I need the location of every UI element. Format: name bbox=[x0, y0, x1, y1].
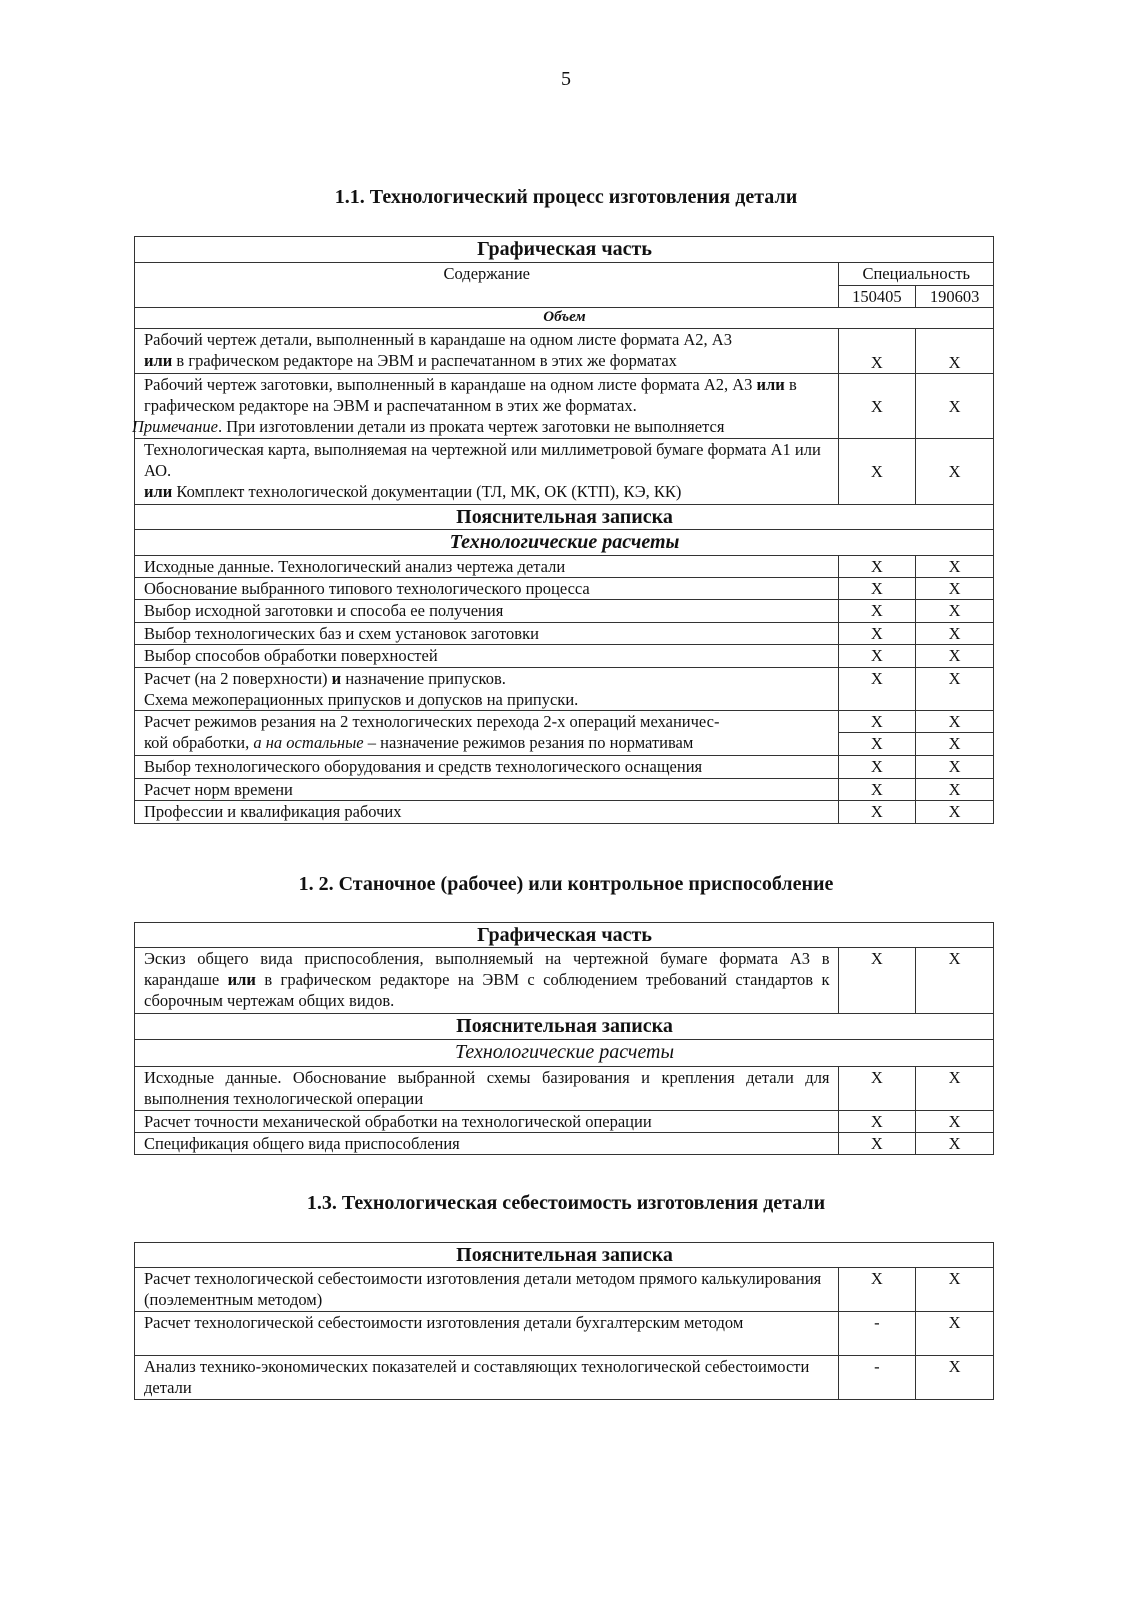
graphic-row-text: Рабочий чертеж детали, выполненный в карандаше на одном листе формата А2, А3 bbox=[144, 330, 732, 349]
graphic-row bbox=[135, 439, 839, 505]
section3-title: 1.3. Технологическая себестоимость изготовления детали bbox=[306, 1192, 826, 1214]
mark-150405: Х bbox=[838, 1067, 916, 1111]
tail-row-text: Расчет норм времени bbox=[135, 779, 839, 801]
mark-150405: - bbox=[838, 1312, 916, 1356]
mark-190603: Х bbox=[916, 1111, 994, 1133]
mark-190603: Х bbox=[916, 1067, 994, 1111]
graphic-row-text: Комплект технологической документации (ТЛ, МК, ОК (КТП), КЭ, КК) bbox=[172, 482, 682, 501]
mark-150405: Х bbox=[838, 600, 916, 623]
specialty-code-2: 190603 bbox=[916, 286, 994, 308]
graphic-row-text: в графическом редакторе на ЭВМ и распечатанном в этих же форматах bbox=[172, 351, 677, 370]
section1-title: 1.1. Технологический процесс изготовления детали bbox=[334, 186, 798, 208]
page-number: 5 bbox=[561, 68, 571, 90]
mark-190603: Х bbox=[916, 801, 994, 824]
explanatory-note-header: Пояснительная записка bbox=[135, 505, 994, 530]
allowance-text: назначение припусков. bbox=[341, 669, 506, 688]
mark-150405: Х bbox=[838, 374, 916, 439]
calc-row-text: Выбор исходной заготовки и способа ее получения bbox=[135, 600, 839, 623]
section3-table bbox=[134, 1242, 994, 1400]
mark-190603: Х bbox=[916, 1356, 994, 1400]
section1-table bbox=[134, 236, 994, 824]
note-label: Примечание bbox=[132, 417, 218, 436]
sketch-text: в графическом редакторе на ЭВМ с соблюдением требований стандартов к сборочным чертежам общих видов. bbox=[144, 970, 830, 1010]
mark-150405: Х bbox=[838, 948, 916, 1014]
calc-row-text: Выбор способов обработки поверхностей bbox=[135, 645, 839, 668]
or-word: или bbox=[756, 375, 785, 394]
and-word: и bbox=[331, 669, 342, 688]
calculations-header: Технологические расчеты bbox=[135, 530, 994, 556]
graphic-row bbox=[135, 329, 839, 374]
sketch-text: Эскиз общего вида приспособления, выполняемый на чертежной бумаге формата А3 в карандаше bbox=[144, 949, 830, 989]
mark-150405: Х bbox=[838, 556, 916, 578]
mark-150405: Х bbox=[838, 711, 916, 733]
cost-row-text: Расчет технологической себестоимости изготовления детали методом прямого калькулирования (поэлементным методом) bbox=[135, 1268, 839, 1312]
calc-row-text: Исходные данные. Технологический анализ чертежа детали bbox=[135, 556, 839, 578]
specialty-header: Специальность bbox=[838, 263, 993, 286]
mark-190603: Х bbox=[916, 779, 994, 801]
cost-row-text: Расчет технологической себестоимости изготовления детали бухгалтерским методом bbox=[135, 1312, 839, 1356]
or-word: или bbox=[144, 482, 173, 501]
mark-190603: Х bbox=[916, 578, 994, 600]
tail-row-text: Профессии и квалификация рабочих bbox=[135, 801, 839, 824]
mark-150405: Х bbox=[838, 623, 916, 645]
mark-150405: Х bbox=[838, 578, 916, 600]
mark-190603: Х bbox=[916, 600, 994, 623]
explanatory-note-header: Пояснительная записка bbox=[135, 1243, 994, 1268]
cutting-row bbox=[135, 711, 839, 756]
mark-190603: Х bbox=[916, 329, 994, 374]
mark-190603: Х bbox=[916, 1268, 994, 1312]
mark-190603: Х bbox=[916, 948, 994, 1014]
mark-190603: Х bbox=[916, 733, 994, 756]
cost-row-text: Анализ технико-экономических показателей и составляющих технологической себестоимости детали bbox=[135, 1356, 839, 1400]
mark-150405: Х bbox=[838, 801, 916, 824]
fixture-row-text: Спецификация общего вида приспособления bbox=[135, 1133, 839, 1155]
allowance-text: Расчет (на 2 поверхности) bbox=[144, 669, 332, 688]
calc-row-text: Выбор технологических баз и схем установок заготовки bbox=[135, 623, 839, 645]
mark-190603: Х bbox=[916, 711, 994, 733]
cutting-text: – назначение режимов резания по нормативам bbox=[363, 733, 694, 752]
mark-190603: Х bbox=[916, 756, 994, 779]
mark-150405: Х bbox=[838, 733, 916, 756]
cutting-text: Расчет режимов резания на 2 технологических перехода 2-х операций механичес- bbox=[144, 712, 720, 731]
explanatory-note-header: Пояснительная записка bbox=[135, 1014, 994, 1040]
tail-row-text: Выбор технологического оборудования и средств технологического оснащения bbox=[135, 756, 839, 779]
allowance-row bbox=[135, 668, 839, 711]
mark-150405: Х bbox=[838, 439, 916, 505]
cutting-italic-text: а на остальные bbox=[253, 733, 364, 752]
section2-title: 1. 2. Станочное (рабочее) или контрольное приспособление bbox=[298, 873, 834, 895]
specialty-code-1: 150405 bbox=[838, 286, 916, 308]
calc-row-text: Обоснование выбранного типового технологического процесса bbox=[135, 578, 839, 600]
sketch-row bbox=[135, 948, 839, 1014]
mark-150405: Х bbox=[838, 1133, 916, 1155]
graphic-row-text: Рабочий чертеж заготовки, выполненный в карандаше на одном листе формата А2, А3 bbox=[144, 375, 757, 394]
mark-150405: Х bbox=[838, 668, 916, 711]
mark-190603: Х bbox=[916, 556, 994, 578]
fixture-row-text: Исходные данные. Обоснование выбранной схемы базирования и крепления детали для выполнения технологической операции bbox=[135, 1067, 839, 1111]
cutting-text: кой обработки, bbox=[144, 733, 254, 752]
graphic-row bbox=[132, 374, 839, 439]
mark-150405: Х bbox=[838, 1111, 916, 1133]
graphic-part-header: Графическая часть bbox=[135, 923, 994, 948]
mark-190603: Х bbox=[916, 645, 994, 668]
note-text: . При изготовлении детали из проката чертеж заготовки не выполняется bbox=[217, 417, 725, 436]
volume-header: Объем bbox=[135, 308, 994, 329]
allowance-text: Схема межоперационных припусков и допусков на припуски. bbox=[144, 690, 579, 709]
mark-190603: Х bbox=[916, 374, 994, 439]
graphic-part-header: Графическая часть bbox=[135, 237, 994, 263]
mark-190603: Х bbox=[916, 668, 994, 711]
graphic-row-text: в графическом редакторе на ЭВМ и распечатанном в этих же форматах. bbox=[144, 375, 797, 415]
mark-150405: Х bbox=[838, 645, 916, 668]
mark-150405: Х bbox=[838, 756, 916, 779]
section2-table bbox=[134, 922, 994, 1155]
graphic-row-text: Технологическая карта, выполняемая на чертежной или миллиметровой бумаге формата А1 или АО. bbox=[144, 440, 821, 480]
mark-150405: Х bbox=[838, 779, 916, 801]
mark-150405: Х bbox=[838, 1268, 916, 1312]
mark-150405: - bbox=[838, 1356, 916, 1400]
mark-190603: Х bbox=[916, 439, 994, 505]
mark-190603: Х bbox=[916, 1133, 994, 1155]
fixture-row-text: Расчет точности механической обработки на технологической операции bbox=[135, 1111, 839, 1133]
mark-190603: Х bbox=[916, 623, 994, 645]
mark-190603: Х bbox=[916, 1312, 994, 1356]
content-header: Содержание bbox=[135, 263, 839, 308]
or-word: или bbox=[144, 351, 173, 370]
or-word: или bbox=[227, 970, 256, 989]
mark-150405: Х bbox=[838, 329, 916, 374]
calculations-header: Технологические расчеты bbox=[135, 1040, 994, 1067]
